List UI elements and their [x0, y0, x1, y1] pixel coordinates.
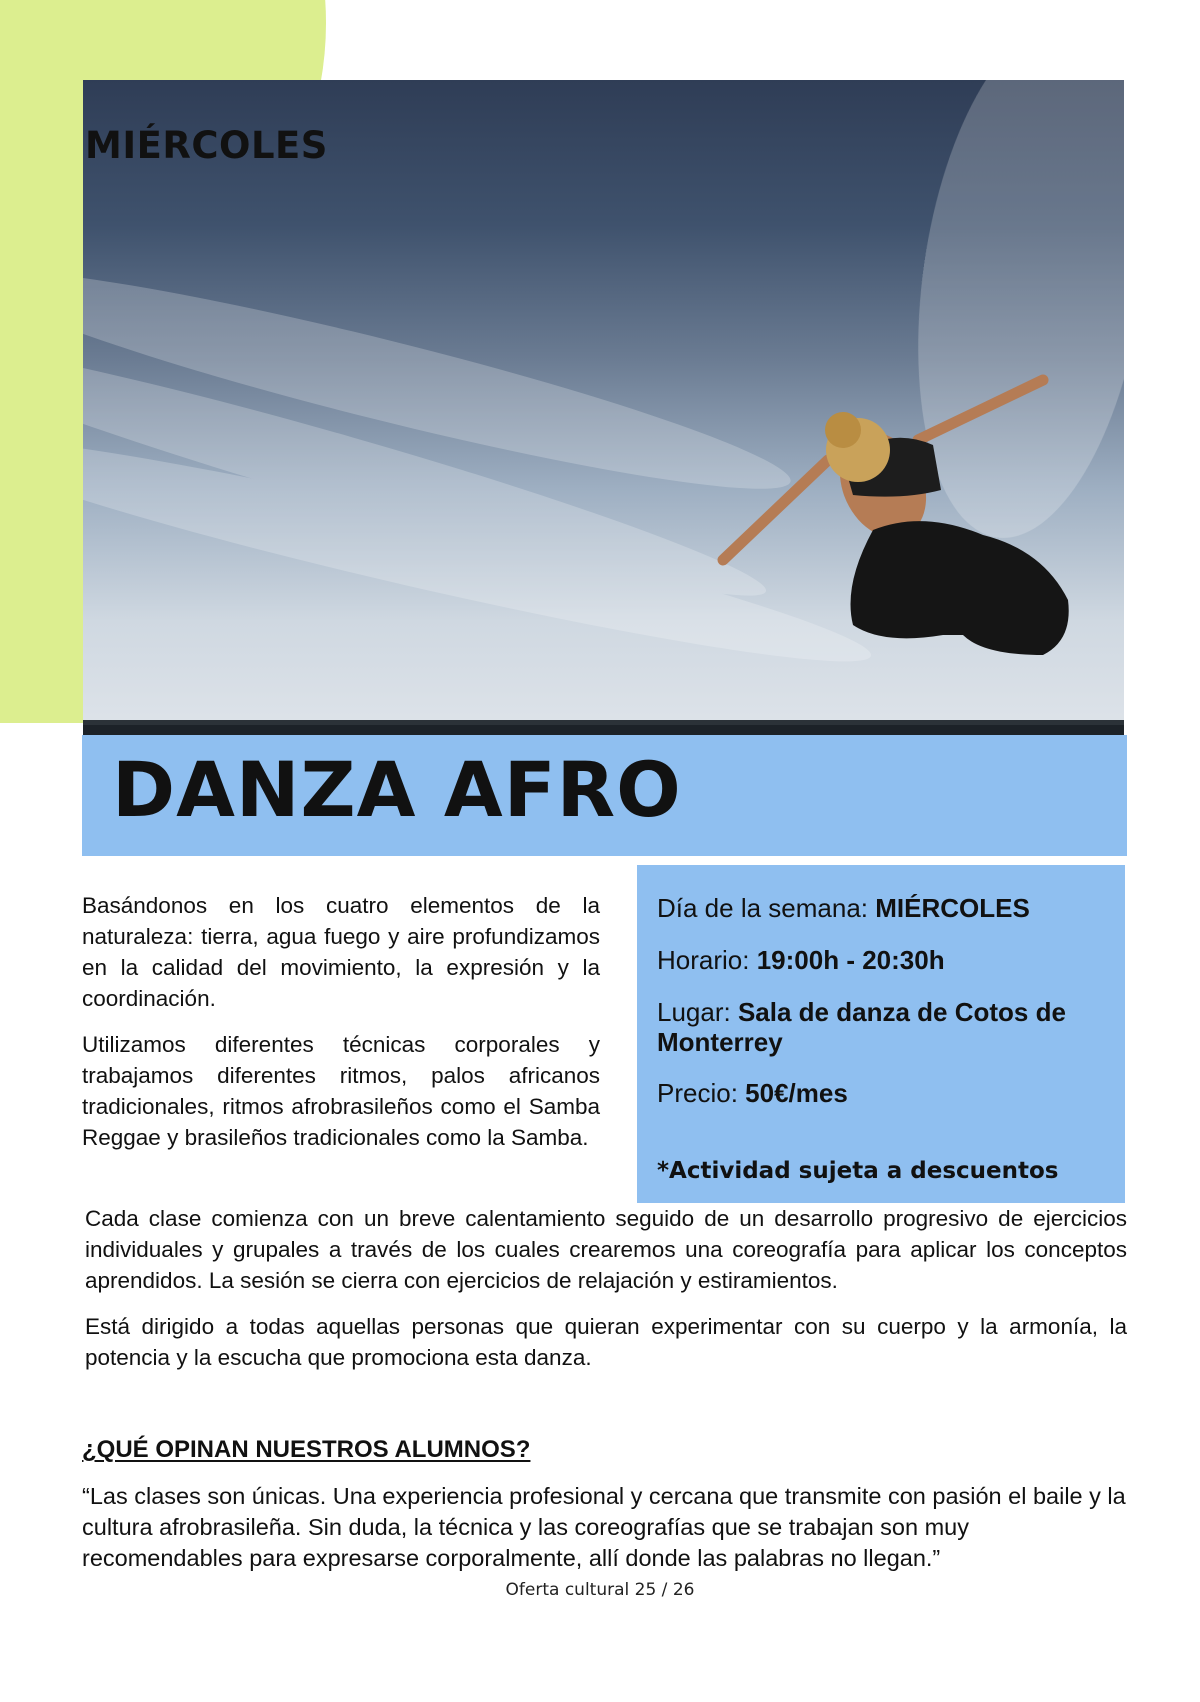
- page-footer: Oferta cultural 25 / 26: [505, 1580, 695, 1600]
- description-text: [85, 1203, 1127, 1388]
- info-day-label: Día de la semana:: [657, 893, 869, 923]
- info-schedule-label: Horario:: [657, 945, 750, 975]
- description-paragraph: Está dirigido a todas aquellas personas que quieran experimentar con su cuerpo y la armonía, la potencia y la escucha que promociona esta danza.: [85, 1314, 1127, 1370]
- testimonial-quote: “Las clases son únicas. Una experiencia profesional y cercana que transmite con pasión el baile y la cultura afrobrasileña. Sin duda, la técnica y las coreografías que se trabajan son muy recomendables para expresarse corporalmente, allí donde las palabras no llegan.”: [82, 1483, 1126, 1571]
- intro-text: [82, 890, 600, 1168]
- info-price-value: 50€/mes: [745, 1078, 848, 1108]
- info-schedule: [657, 945, 1112, 975]
- dancer-illustration: [83, 80, 1124, 740]
- info-price: [657, 1078, 1112, 1108]
- info-box: [637, 865, 1125, 1203]
- page-title: DANZA AFRO: [112, 745, 682, 834]
- info-day: [657, 893, 1112, 923]
- discount-note: *Actividad sujeta a descuentos: [657, 1158, 1059, 1184]
- info-price-label: Precio:: [657, 1078, 738, 1108]
- title-band: [82, 735, 1127, 856]
- side-decoration: [0, 330, 86, 723]
- info-day-value: MIÉRCOLES: [875, 893, 1030, 923]
- day-label: MIÉRCOLES: [85, 124, 328, 167]
- info-place-value: Sala de danza de Cotos de Monterrey: [657, 997, 1066, 1057]
- info-schedule-value: 19:00h - 20:30h: [756, 945, 945, 975]
- opinion-heading: ¿QUÉ OPINAN NUESTROS ALUMNOS?: [82, 1436, 531, 1463]
- intro-paragraph: Basándonos en los cuatro elementos de la naturaleza: tierra, agua fuego y aire profundizamos en la calidad del movimiento, la expresión y la coordinación.: [82, 893, 600, 1011]
- hero-photo: [83, 80, 1124, 740]
- info-place-label: Lugar:: [657, 997, 731, 1027]
- info-place: [657, 997, 1112, 1057]
- intro-paragraph: Utilizamos diferentes técnicas corporales y trabajamos diferentes ritmos, palos africanos tradicionales, ritmos afrobrasileños como el Samba Reggae y brasileños tradicionales como la Samba.: [82, 1032, 600, 1150]
- description-paragraph: Cada clase comienza con un breve calentamiento seguido de un desarrollo progresivo de ejercicios individuales y grupales a través de los cuales crearemos una coreografía para aplicar los conceptos aprendidos. La sesión se cierra con ejercicios de relajación y estiramientos.: [85, 1206, 1127, 1293]
